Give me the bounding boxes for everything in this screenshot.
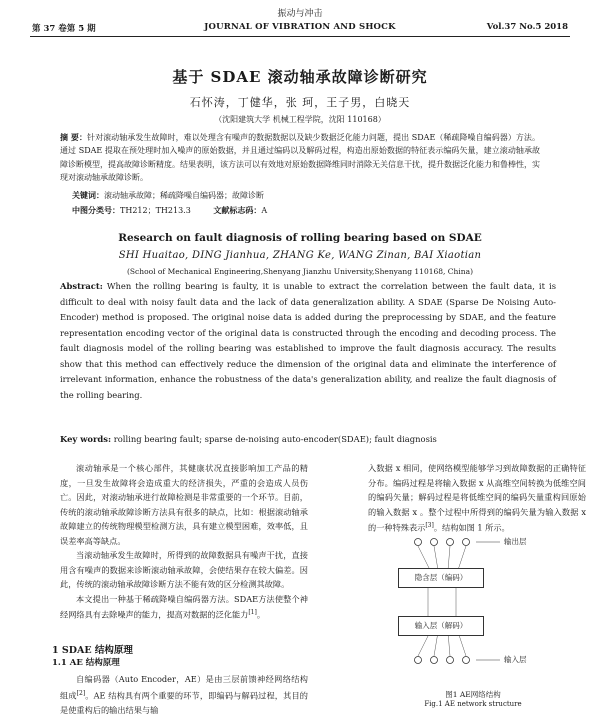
body-paragraph-4-text: 自编码器（Auto Encoder，AE）是由三层前馈神经网络结构组成 <box>60 674 308 701</box>
body-paragraph-3 <box>60 592 308 623</box>
keywords-en-label: Key words: <box>60 434 112 444</box>
paper-title-en: Research on fault diagnosis of rolling bearing based on SDAE <box>118 232 482 244</box>
header-volume-en: Vol.37 No.5 2018 <box>486 22 568 32</box>
hidden-layer-box <box>398 568 484 588</box>
abstract-cn-text: 针对滚动轴承发生故障时，难以处理含有噪声的数据数据以及缺少数据泛化能力问题，提出 SDAE（稀疏降噪自编码器）方法。通过 SDAE 提取在预处理时加入噪声的原始数据，并且通过编码以及解码过程，构造出原始数据的特征表示编码矢量，建立滚动轴承故障诊断模型，提高故障诊断精度。结果表明，该方法可以有效地对原始数据降维同时消除无关信息干扰，提升数据泛化能力和鲁棒性，实现对滚动轴承故障诊断。 <box>60 133 540 182</box>
subsection-heading-1-1: 1.1 AE 结构原理 <box>52 658 120 668</box>
input-layer-label: 输入层 <box>504 655 527 664</box>
output-layer-label: 输出层 <box>504 537 527 546</box>
figure-caption-en: Fig.1 AE network structure <box>424 700 522 708</box>
clc-value: TH212；TH213.3 <box>120 206 191 215</box>
classification-cn <box>72 205 287 216</box>
authors-cn: 石怀涛，丁健华，张 珂，王子男，白晓天 <box>189 96 411 109</box>
body-paragraph-2: 当滚动轴承发生故障时，所得到的故障数据具有噪声干扰，直接用含有噪声的数据来诊断滚动轴承故障，会使结果存在较大偏差。因此，传统的滚动轴承故障诊断方法不能有效的区分检测其故障。 <box>60 550 308 589</box>
abstract-cn-label: 摘 要： <box>60 132 88 142</box>
clc-label: 中图分类号： <box>72 205 120 215</box>
keywords-en-text: rolling bearing fault; sparse de-noising auto-encoder(SDAE); fault diagnosis <box>113 434 437 444</box>
input-layer-box-label: 输入层（解码） <box>414 621 468 630</box>
keywords-cn <box>72 190 264 201</box>
keywords-cn-text: 滚动轴承故障；稀疏降噪自编码器；故障诊断 <box>104 191 264 200</box>
input-neuron <box>431 657 438 664</box>
body-paragraph-4-end: 。AE 结构具有两个重要的环节，即编码与解码过程，其目的是使重构后的输出结果与输 <box>60 690 308 715</box>
body-paragraph-1: 滚动轴承是一个核心部件，其健康状况直接影响加工产品的精度，一旦发生故障将会造成重大的经济损失，严重的会造成人员伤亡。因此，对滚动轴承进行故障检测是非常重要的一个环节。目前，传统的滚动轴承故障诊断方法具有很多的缺点，比如：根据滚动轴承故障建立的传统物理模型检测方法，具有建立模型困难，效率低，且误差率高等缺点。 <box>60 463 308 546</box>
output-neuron <box>447 539 454 546</box>
input-layer-box <box>398 616 484 636</box>
keywords-en <box>60 434 437 444</box>
figure-caption-cn: 图1 AE网络结构 <box>445 690 501 699</box>
figure-ae-network-svg <box>368 518 578 686</box>
citation-1: [1] <box>248 609 257 616</box>
body-paragraph-3-end: 。 <box>256 609 266 620</box>
doc-code-value: A <box>261 206 268 215</box>
body-paragraph-4 <box>60 672 308 717</box>
output-neurons <box>415 539 470 546</box>
output-neuron <box>463 539 470 546</box>
network-connections <box>418 546 466 656</box>
input-neuron <box>447 657 454 664</box>
output-neuron <box>415 539 422 546</box>
body-left-column <box>60 461 308 622</box>
affiliation-cn: （沈阳建筑大学 机械工程学院，沈阳 110168） <box>214 115 386 124</box>
input-neuron <box>463 657 470 664</box>
citation-3: [3] <box>425 522 434 529</box>
section-heading-1: 1 SDAE 结构原理 <box>52 645 133 656</box>
abstract-en-text: When the rolling bearing is faulty, it is unable to extract the correlation between the fault data, it is difficult to deal with noisy fault data and the lack of data generalization ability. A SDAE (Sparse De Noising Auto-Encoder) method is proposed. The original noise data is added during the preprocessing by SDAE, and the feature representation encoding vector of the original data is constructed through the encoding and decoding process. The fault diagnosis model of the rolling bearing was established to improve the fault diagnosis accuracy. The results show that this method can effectively reduce the dimension of the original data and eliminate the interference of irrelevant information, enhance the robustness of the data's generalization ability, and realize the fault diagnosis of the rolling bearing. <box>60 281 556 400</box>
paper-title-cn: 基于 SDAE 滚动轴承故障诊断研究 <box>172 68 428 86</box>
header-rule <box>30 36 570 37</box>
figure-ae-network <box>368 518 578 686</box>
journal-name: 振动与冲击 <box>277 9 323 19</box>
header-volume-cn: 第 37 卷第 5 期 <box>32 24 96 34</box>
body-right-text: 入数据 x 相同，使网络模型能够学习到故障数据的正确特征分布。编码过程是将输入数据 x 从高维空间转换为低维空间的编码矢量；解码过程是将低维空间的编码矢量重构回原始的输入数据 x 。整个过程中所得到的编码矢量为输入数据 x 的一种特殊表示 <box>368 463 586 533</box>
hidden-layer-box-label: 隐含层（编码） <box>414 573 468 582</box>
doc-code-label: 文献标志码： <box>213 205 262 215</box>
authors-en: SHI Huaitao, DING Jianhua, ZHANG Ke, WANG Zinan, BAI Xiaotian <box>118 250 482 261</box>
input-neurons <box>415 657 470 664</box>
output-neuron <box>431 539 438 546</box>
affiliation-en: (School of Mechanical Engineering,Shenyang Jianzhu University,Shenyang 110168, China) <box>126 267 473 276</box>
keywords-cn-label: 关键词： <box>72 190 104 200</box>
citation-2: [2] <box>76 689 86 697</box>
abstract-en-label: Abstract: <box>60 281 103 291</box>
body-paragraph-3-text: 本文提出一种基于稀疏降噪自编码器方法。SDAE方法使整个神经网络具有去除噪声的能力，提高对数据的泛化能力 <box>60 593 308 620</box>
abstract-cn <box>60 131 540 184</box>
header-journal-en: JOURNAL OF VIBRATION AND SHOCK <box>204 22 396 32</box>
abstract-en <box>60 279 556 403</box>
input-neuron <box>415 657 422 664</box>
body-right-end: 。结构如图 1 所示。 <box>433 522 510 533</box>
